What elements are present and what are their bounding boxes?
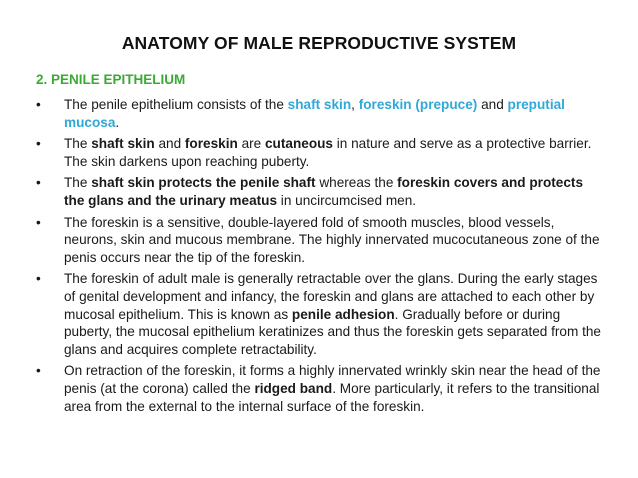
bold-term: shaft skin <box>91 136 155 152</box>
section-heading: 2. PENILE EPITHELIUM <box>36 72 186 87</box>
bold-term: foreskin <box>184 136 238 152</box>
term-preputial-mucosa: preputial mucosa <box>64 97 565 130</box>
bullet-marker: • <box>36 363 41 379</box>
bullet-item <box>36 214 602 267</box>
text-run: The <box>64 175 92 191</box>
bullet-item <box>36 135 602 170</box>
text-run: in nature and serve as a protective barrier. The skin darkens upon reaching puberty. <box>64 136 592 169</box>
bullet-marker: • <box>36 175 41 191</box>
bold-term: ridged band <box>254 380 333 396</box>
text-run: in uncircumcised men. <box>277 192 417 208</box>
bullet-text <box>64 215 600 265</box>
bullet-item <box>36 174 602 209</box>
text-run: and <box>477 97 508 112</box>
bullet-marker: • <box>36 136 41 152</box>
bullet-text <box>64 175 583 208</box>
text-run: The foreskin is a sensitive, double-layered fold of smooth muscles, blood vessels, neurons, skin and mucous membrane. The highly innervated mucocutaneous zone of the penis occurs near the tip of the foreskin. <box>64 214 600 265</box>
text-run: whereas the <box>315 175 398 191</box>
bullet-item <box>36 362 602 415</box>
text-run: On retraction of the foreskin, it forms a highly innervated wrinkly skin near the head of the penis (at the corona) called the <box>64 363 601 396</box>
bullet-item <box>36 270 602 358</box>
text-run: The <box>64 136 92 152</box>
term-foreskin: foreskin (prepuce) <box>358 97 478 112</box>
bullet-text <box>64 97 565 130</box>
bullet-text <box>64 271 601 356</box>
bullet-marker: • <box>36 214 41 230</box>
bold-term: cutaneous <box>265 136 333 152</box>
text-run: . <box>115 114 120 130</box>
slide-title: ANATOMY OF MALE REPRODUCTIVE SYSTEM <box>121 33 517 53</box>
bold-term: penile adhesion <box>291 306 395 322</box>
text-run: . Gradually before or during puberty, the mucosal epithelium keratinizes and thus the foreskin gets separated from the glans and acquires complete retractability. <box>64 306 601 357</box>
text-run: . More particularly, it refers to the transitional area from the external to the internal surface of the foreskin. <box>64 380 600 414</box>
text-run: The foreskin of adult male is generally retractable over the glans. During the early stages of genital development and infancy, the foreskin and glans are attached to each other by mucosal epithelium. This is known as <box>64 271 598 322</box>
bullet-marker: • <box>36 97 41 112</box>
bold-phrase: shaft skin protects the penile shaft <box>91 175 316 191</box>
bold-phrase: foreskin covers and protects the glans and the urinary meatus <box>64 175 584 208</box>
bullet-text <box>64 136 591 169</box>
text-run: , <box>351 97 359 112</box>
bullet-item <box>36 96 602 131</box>
term-shaft-skin: shaft skin <box>287 97 352 112</box>
text-run: and <box>154 136 185 152</box>
text-run: are <box>237 136 265 152</box>
bullet-text <box>64 363 600 413</box>
bullet-list <box>36 96 602 419</box>
bullet-marker: • <box>36 271 41 287</box>
text-run: The penile epithelium consists of the <box>64 97 288 112</box>
